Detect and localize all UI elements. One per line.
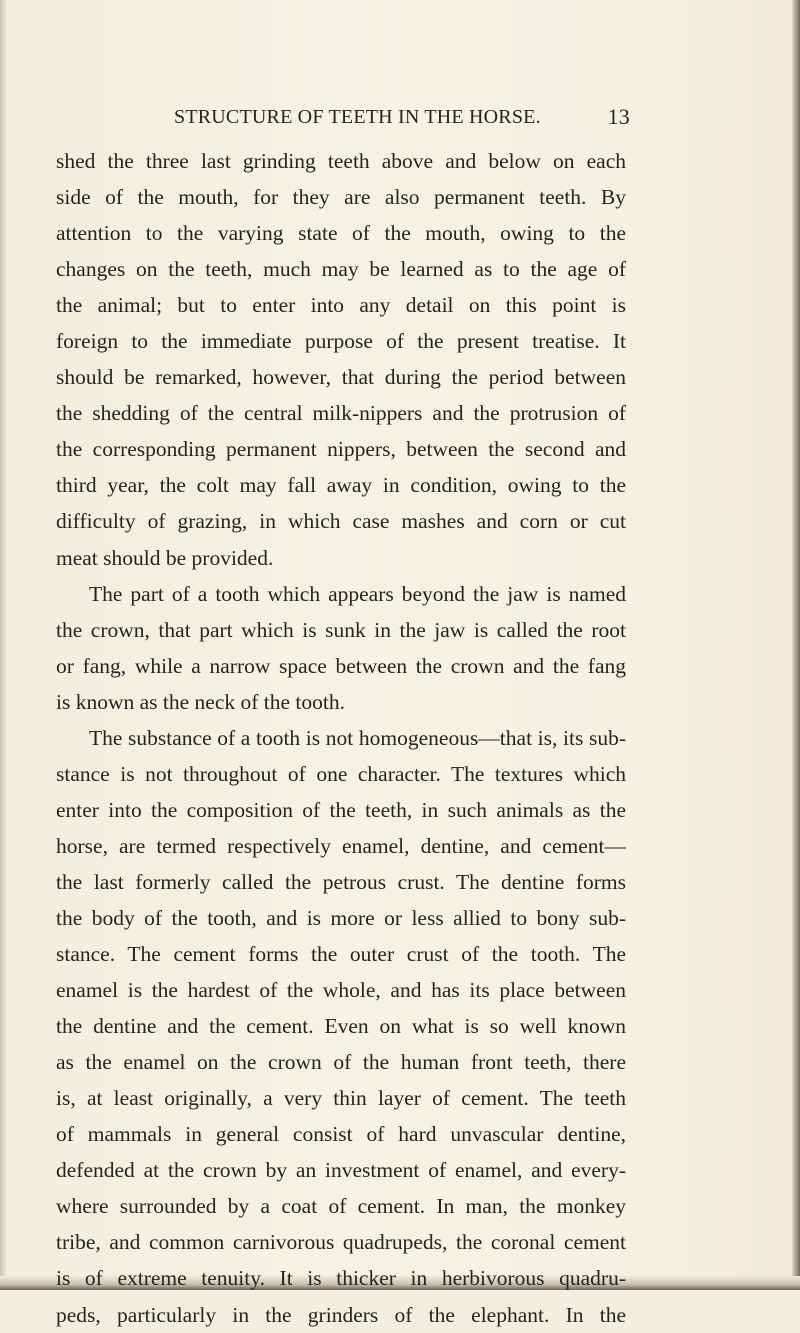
text-line: stance is not throughout of one character. The textures which [56,761,626,786]
text-line: enter into the composition of the teeth, in such animals as the [56,797,626,822]
text-line: defended at the crown by an investment of enamel, and every- [56,1158,626,1183]
text-line: is of extreme tenuity. It is thicker in herbivorous quadru- [56,1266,626,1291]
text-line: shed the three last grinding teeth above and below on each [56,149,626,173]
text-line: tribe, and common carnivorous quadrupeds, the coronal cement [56,1230,626,1255]
text-line: third year, the colt may fall away in condition, owing to the [56,473,626,498]
text-line: as the enamel on the crown of the human front teeth, there [56,1050,626,1075]
body-text [56,143,626,1333]
text-line: the body of the tooth, and is more or less allied to bony sub- [56,905,626,930]
page-left-edge [0,0,6,1290]
page-number: 13 [607,104,630,129]
text-line: where surrounded by a coat of cement. In man, the monkey [56,1194,626,1219]
text-line: or fang, while a narrow space between the crown and the fang [56,653,626,678]
text-line: the animal; but to enter into any detail on this point is [56,293,626,318]
text-line: enamel is the hardest of the whole, and has its place between [56,978,626,1003]
text-line: meat should be provided. [56,545,274,570]
text-line: difficulty of grazing, in which case mashes and corn or cut [56,509,626,534]
text-line: of mammals in general consist of hard unvascular dentine, [56,1122,626,1147]
text-line: stance. The cement forms the outer crust of the tooth. The [56,942,626,967]
text-line: the corresponding permanent nippers, between the second and [56,437,626,462]
text-line: attention to the varying state of the mouth, owing to the [56,221,626,246]
text-line: changes on the teeth, much may be learned as to the age of [56,257,626,282]
text-line: is, at least originally, a very thin layer of cement. The teeth [56,1086,626,1111]
text-line: foreign to the immediate purpose of the present treatise. It [56,329,626,354]
text-line: peds, particularly in the grinders of the elephant. In the [56,1302,626,1327]
text-line: the last formerly called the petrous crust. The dentine forms [56,869,626,894]
text-line: side of the mouth, for they are also permanent teeth. By [56,185,626,210]
page-right-edge [792,0,800,1290]
text-line: the shedding of the central milk-nippers and the protrusion of [56,401,626,426]
running-head [174,106,630,134]
text-line: is known as the neck of the tooth. [56,689,346,714]
text-line: the crown, that part which is sunk in the jaw is called the root [56,617,626,642]
text-line: should be remarked, however, that during the period between [56,365,626,390]
text-line: The part of a tooth which appears beyond the jaw is named [89,581,626,606]
text-line: horse, are termed respectively enamel, dentine, and cement— [56,833,626,858]
running-title: STRUCTURE OF TEETH IN THE HORSE. [174,106,541,128]
text-line: The substance of a tooth is not homogeneous—that is, its sub- [89,725,626,750]
text-line: the dentine and the cement. Even on what is so well known [56,1014,626,1039]
